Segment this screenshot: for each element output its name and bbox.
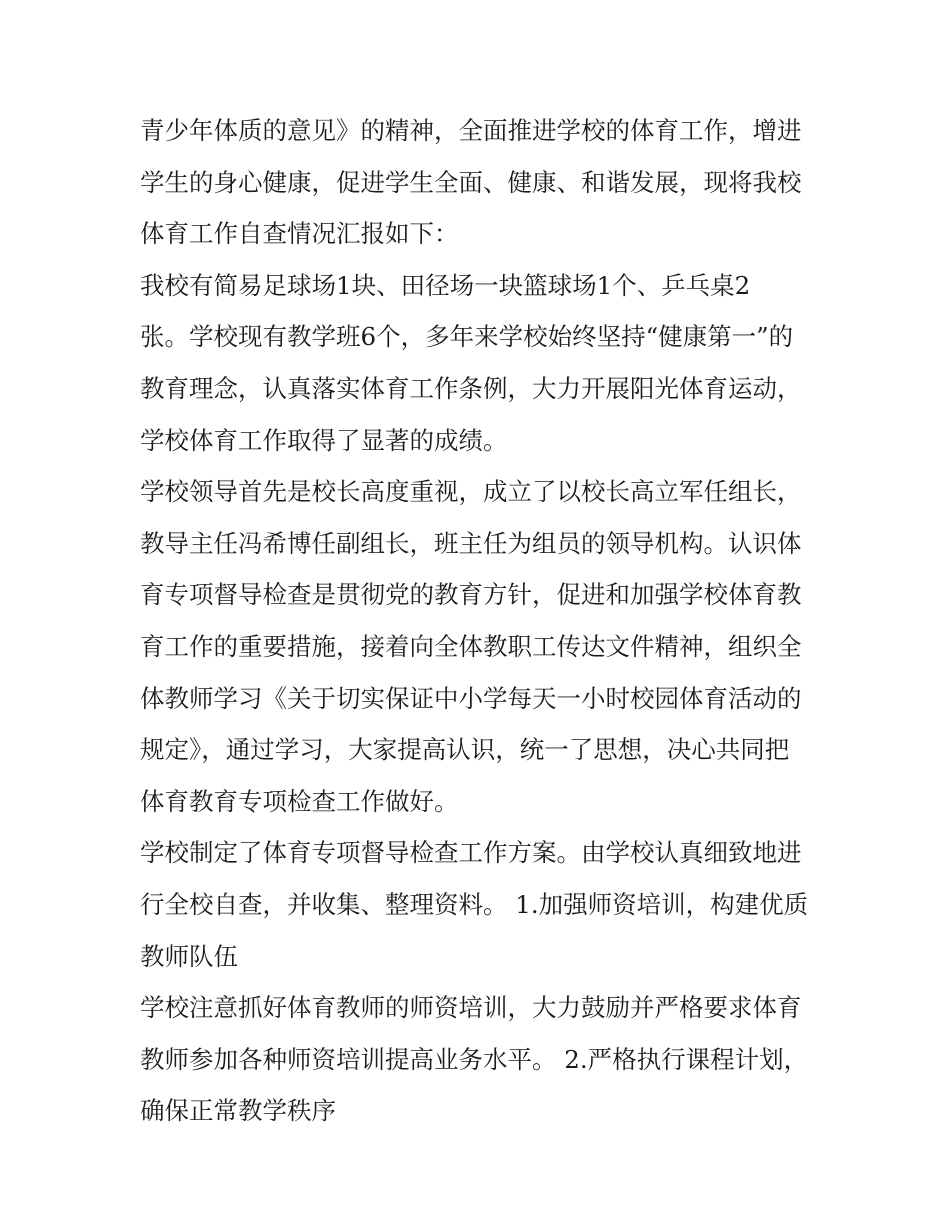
text-line: 学生的身心健康，促进学生全面、健康、和谐发展，现将我校	[140, 167, 802, 197]
text-line: 我校有简易足球场1块、田径场一块篮球场1个、乒乓桌2	[140, 270, 751, 300]
text-line: 教导主任冯希博任副组长，班主任为组员的领导机构。认识体	[140, 528, 802, 558]
text-line: 体育教育专项检查工作做好。	[140, 786, 459, 816]
text-line: 体育工作自查情况汇报如下：	[140, 219, 459, 249]
text-line: 学校体育工作取得了显著的成绩。	[140, 425, 508, 455]
text-line: 教师参加各种师资培训提高业务水平。 2.严格执行课程计划，	[140, 1044, 809, 1074]
text-line: 张。学校现有教学班6个，多年来学校始终坚持“健康第一”的	[140, 322, 794, 352]
text-line: 行全校自查，并收集、整理资料。 1.加强师资培训，构建优质	[140, 889, 809, 919]
text-line: 育工作的重要措施，接着向全体教职工传达文件精神，组织全	[140, 631, 802, 661]
text-line: 规定》，通过学习，大家提高认识，统一了思想，决心共同把	[140, 735, 790, 765]
text-line: 教师队伍	[140, 941, 238, 971]
text-line: 育专项督导检查是贯彻党的教育方针，促进和加强学校体育教	[140, 580, 802, 610]
body-text	[140, 105, 820, 1137]
text-line: 教育理念，认真落实体育工作条例，大力开展阳光体育运动，	[140, 373, 802, 403]
text-line: 青少年体质的意见》的精神，全面推进学校的体育工作，增进	[140, 116, 802, 145]
text-line: 学校制定了体育专项督导检查工作方案。由学校认真细致地进	[140, 838, 802, 868]
text-line: 学校注意抓好体育教师的师资培训，大力鼓励并严格要求体育	[140, 993, 802, 1023]
text-line: 学校领导首先是校长高度重视，成立了以校长高立军任组长，	[140, 477, 802, 507]
text-line: 体教师学习《关于切实保证中小学每天一小时校园体育活动的	[140, 683, 802, 713]
text-line: 确保正常教学秩序	[140, 1096, 336, 1126]
